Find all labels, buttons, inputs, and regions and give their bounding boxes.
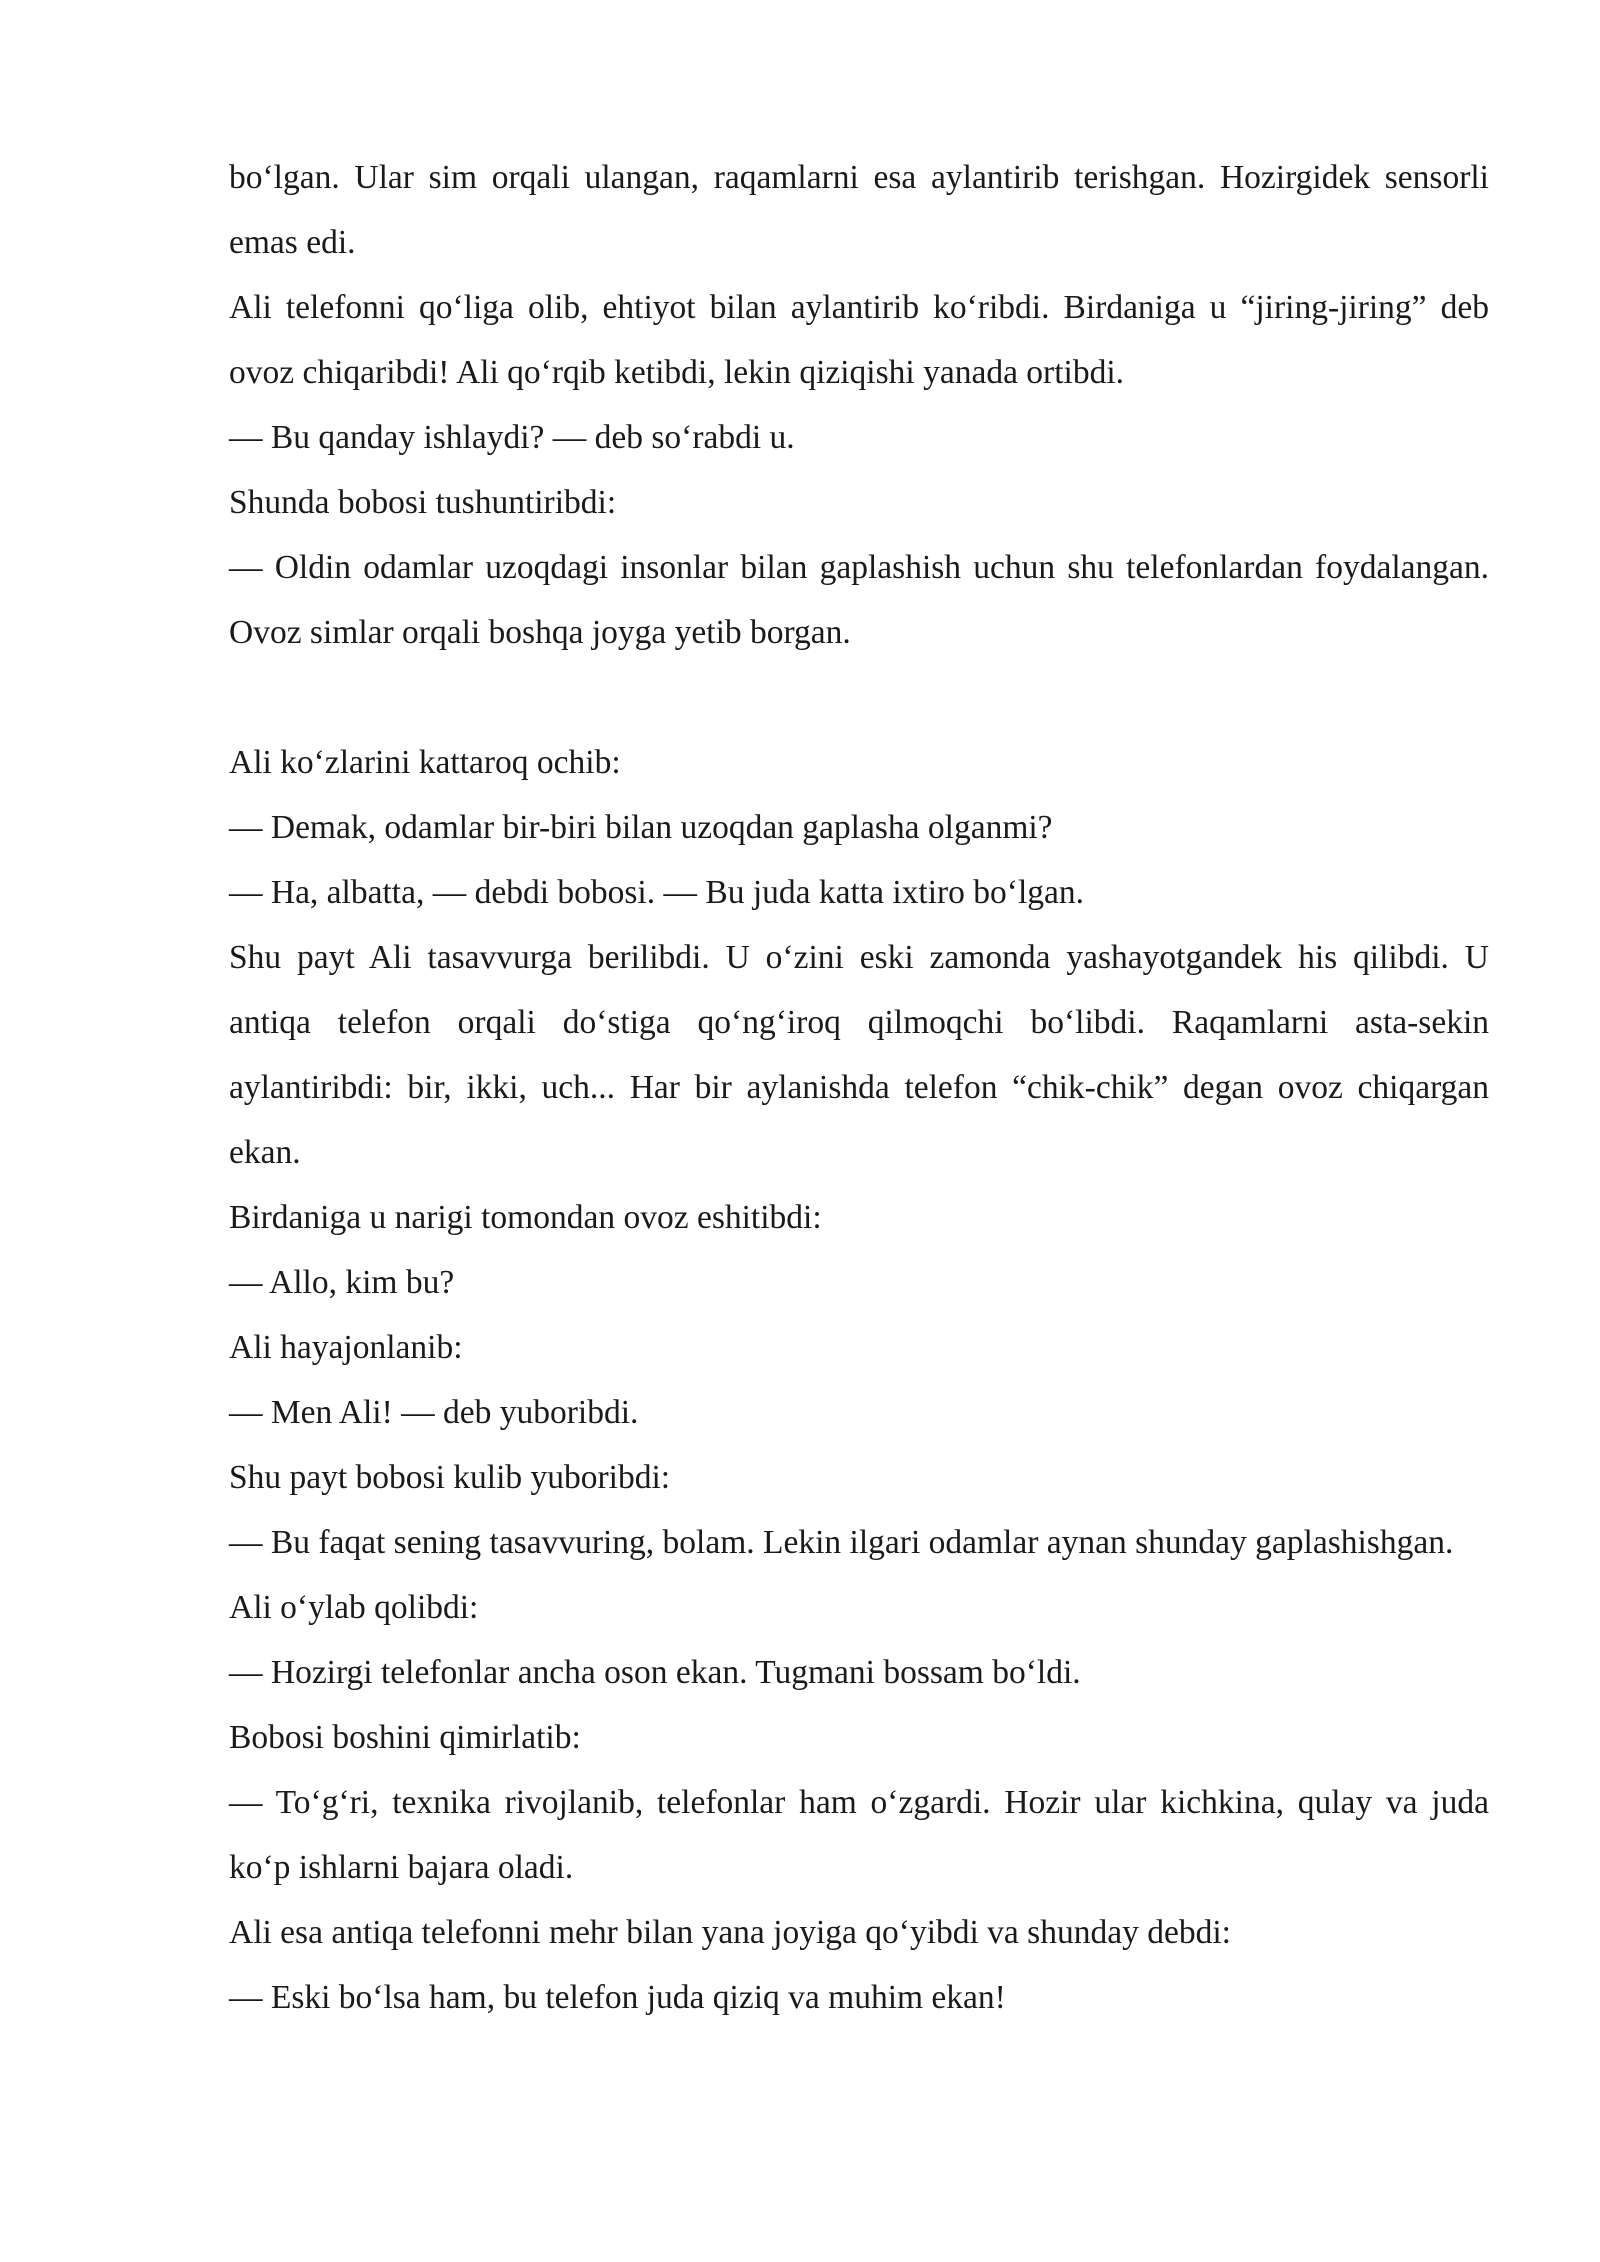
paragraph: bo‘lgan. Ular sim orqali ulangan, raqamlarni esa aylantirib terishgan. Hozirgidek sensorli emas edi. xyxy=(229,159,1489,261)
paragraph: — Ha, albatta, — debdi bobosi. — Bu juda katta ixtiro bo‘lgan. xyxy=(229,874,1085,911)
paragraph: Ali esa antiqa telefonni mehr bilan yana joyiga qo‘yibdi va shunday debdi: xyxy=(229,1914,1231,1951)
paragraph: — To‘g‘ri, texnika rivojlanib, telefonlar ham o‘zgardi. Hozir ular kichkina, qulay va juda ko‘p ishlarni bajara oladi. xyxy=(229,1784,1489,1886)
document-page xyxy=(229,145,1489,2030)
paragraph: — Bu faqat sening tasavvuring, bolam. Lekin ilgari odamlar aynan shunday gaplashishgan. xyxy=(229,1524,1454,1561)
paragraph: Ali telefonni qo‘liga olib, ehtiyot bilan aylantirib ko‘ribdi. Birdaniga u “jiring-jiring” deb ovoz chiqaribdi! Ali qo‘rqib ketibdi, lekin qiziqishi yanada ortibdi. xyxy=(229,289,1489,391)
paragraph: — Eski bo‘lsa ham, bu telefon juda qiziq va muhim ekan! xyxy=(229,1979,1006,2016)
paragraph: Birdaniga u narigi tomondan ovoz eshitibdi: xyxy=(229,1199,822,1236)
paragraph: — Allo, kim bu? xyxy=(229,1264,455,1301)
paragraph: — Oldin odamlar uzoqdagi insonlar bilan gaplashish uchun shu telefonlardan foydalangan. Ovoz simlar orqali boshqa joyga yetib borgan. xyxy=(229,549,1489,651)
paragraph: Ali o‘ylab qolibdi: xyxy=(229,1589,479,1626)
paragraph: Ali ko‘zlarini kattaroq ochib: xyxy=(229,744,621,781)
paragraph: — Bu qanday ishlaydi? — deb so‘rabdi u. xyxy=(229,419,795,456)
blank-line xyxy=(229,665,1489,730)
paragraph: Shunda bobosi tushuntiribdi: xyxy=(229,484,617,521)
paragraph: — Demak, odamlar bir-biri bilan uzoqdan gaplasha olganmi? xyxy=(229,809,1053,846)
paragraph: Shu payt Ali tasavvurga berilibdi. U o‘zini eski zamonda yashayotgandek his qilibdi. U antiqa telefon orqali do‘stiga qo‘ng‘iroq qilmoqchi bo‘libdi. Raqamlarni asta-sekin aylantiribdi: bir, ikki, uch... Har bir aylanishda telefon “chik-chik” degan ovoz chiqargan ekan. xyxy=(229,939,1489,1171)
paragraph: — Hozirgi telefonlar ancha oson ekan. Tugmani bossam bo‘ldi. xyxy=(229,1654,1081,1691)
paragraph: — Men Ali! — deb yuboribdi. xyxy=(229,1394,639,1431)
paragraph: Shu payt bobosi kulib yuboribdi: xyxy=(229,1459,671,1496)
paragraph: Ali hayajonlanib: xyxy=(229,1329,463,1366)
paragraph: Bobosi boshini qimirlatib: xyxy=(229,1719,581,1756)
